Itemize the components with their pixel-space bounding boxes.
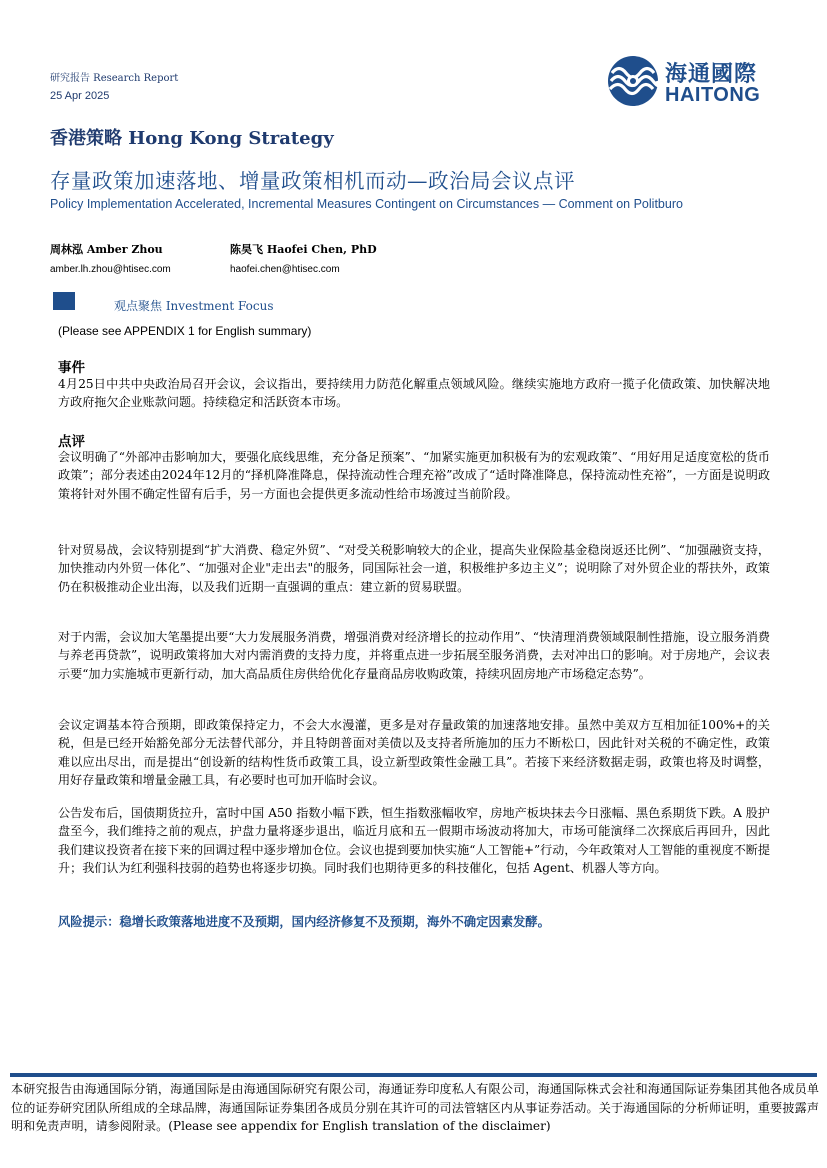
logo-en-text: HAITONG — [665, 84, 761, 106]
footer-disclaimer: 本研究报告由海通国际分销，海通国际是由海通国际研究有限公司，海通证券印度私人有限公司，海通国际株式会社和海通国际证券集团其他各成员单位的证券研究团队所组成的全球品牌，海通国际证券集团各成员分别在其许可的司法管辖区内从事证券活动。关于海通国际的分析师证明，重要披露声明和免责声明，请参阅附录。(Please see appendix for English translation of the disclaimer) — [11, 1082, 819, 1133]
author-name-1: 周林泓 Amber Zhou — [50, 243, 163, 256]
author-email-1[interactable]: amber.lh.zhou@htisec.com — [50, 264, 171, 275]
event-heading: 事件 — [58, 360, 85, 376]
comment-paragraph-5: 公告发布后，国债期货拉升，富时中国 A50 指数小幅下跌，恒生指数涨幅收窄，房地产板块抹去今日涨幅、黑色系期货下跌。A 股护盘至今，我们维持之前的观点，护盘力量将逐步退出，临近月底和五一假期市场波动将加大，市场可能演绎二次探底后再回升，因此我们建议投资者在接下来的回调过程中逐步增加仓位。会议也提到要加快实施“人工智能+”行动，今年政策对人工智能的重视度不断提升；我们认为红利强科技弱的趋势也将逐步切换。同时我们也期待更多的科技催化，包括 Agent、机器人等方向。 — [58, 806, 770, 875]
footer-divider — [10, 1073, 817, 1077]
event-paragraph: 4月25日中共中央政治局召开会议，会议指出，要持续用力防范化解重点领域风险。继续实施地方政府一揽子化债政策、加快解决地方政府拖欠企业账款问题。持续稳定和活跃资本市场。 — [58, 377, 770, 410]
author-email-2[interactable]: haofei.chen@htisec.com — [230, 264, 340, 275]
risk-warning: 风险提示：稳增长政策落地进度不及预期，国内经济修复不及预期，海外不确定因素发酵。 — [58, 914, 550, 929]
title-english: Policy Implementation Accelerated, Incremental Measures Contingent on Circumstances — Comment on Politburo — [50, 197, 683, 211]
haitong-logo — [607, 53, 772, 109]
comment-paragraph-3: 对于内需，会议加大笔墨提出要“大力发展服务消费，增强消费对经济增长的拉动作用”、“快清理消费领域限制性措施，设立服务消费与养老再贷款”，说明政策将加大对内需消费的支持力度，并将重点进一步拓展至服务消费，去对冲出口的影响。对于房地产，会议表示要“加力实施城市更新行动，加大高品质住房供给优化存量商品房收购政策，持续巩固房地产市场稳定态势”。 — [58, 630, 770, 681]
focus-marker — [53, 292, 75, 310]
report-type: 研究报告 Research Report — [50, 73, 179, 84]
comment-paragraph-2: 针对贸易战，会议特别提到“扩大消费、稳定外贸”、“对受关税影响较大的企业，提高失业保险基金稳岗返还比例”、“加强融资支持，加快推动内外贸一体化”、“加强对企业"走出去"的服务，同国际社会一道，积极维护多边主义”；说明除了对外贸企业的帮扶外，政策仍在积极推动企业出海，以及我们近期一直强调的重点：建立新的贸易联盟。 — [58, 543, 770, 594]
author-name-2: 陈昊飞 Haofei Chen, PhD — [230, 243, 377, 256]
strategy-heading: 香港策略 Hong Kong Strategy — [50, 128, 334, 149]
appendix-note: (Please see APPENDIX 1 for English summary) — [58, 324, 312, 338]
logo-cn-text: 海通國際 — [665, 62, 758, 87]
investment-focus-label: 观点聚焦 Investment Focus — [114, 299, 274, 313]
comment-heading: 点评 — [58, 434, 85, 450]
title-chinese: 存量政策加速落地、增量政策相机而动—政治局会议点评 — [50, 169, 575, 193]
report-date: 25 Apr 2025 — [50, 90, 110, 102]
comment-paragraph-4: 会议定调基本符合预期，即政策保持定力，不会大水漫灌，更多是对存量政策的加速落地安排。虽然中美双方互相加征100%+的关税，但是已经开始豁免部分无法替代部分，并且特朗普面对美债以及支持者所施加的压力不断松口，因此针对关税的不确定性，政策难以应出尽出，而是提出“创设新的结构性货币政策工具，设立新型政策性金融工具”。若接下来经济数据走弱，政策也将及时调整，用好存量政策和增量金融工具，有必要时也可加开临时会议。 — [58, 718, 770, 787]
comment-paragraph-1: 会议明确了“外部冲击影响加大，要强化底线思维，充分备足预案”、“加紧实施更加积极有为的宏观政策”、“用好用足适度宽松的货币政策”；部分表述由2024年12月的“择机降准降息，保持流动性合理充裕”改成了“适时降准降息，保持流动性充裕”，一方面是说明政策将针对外围不确定性留有后手，另一方面也会提供更多流动性给市场渡过当前阶段。 — [58, 450, 770, 501]
